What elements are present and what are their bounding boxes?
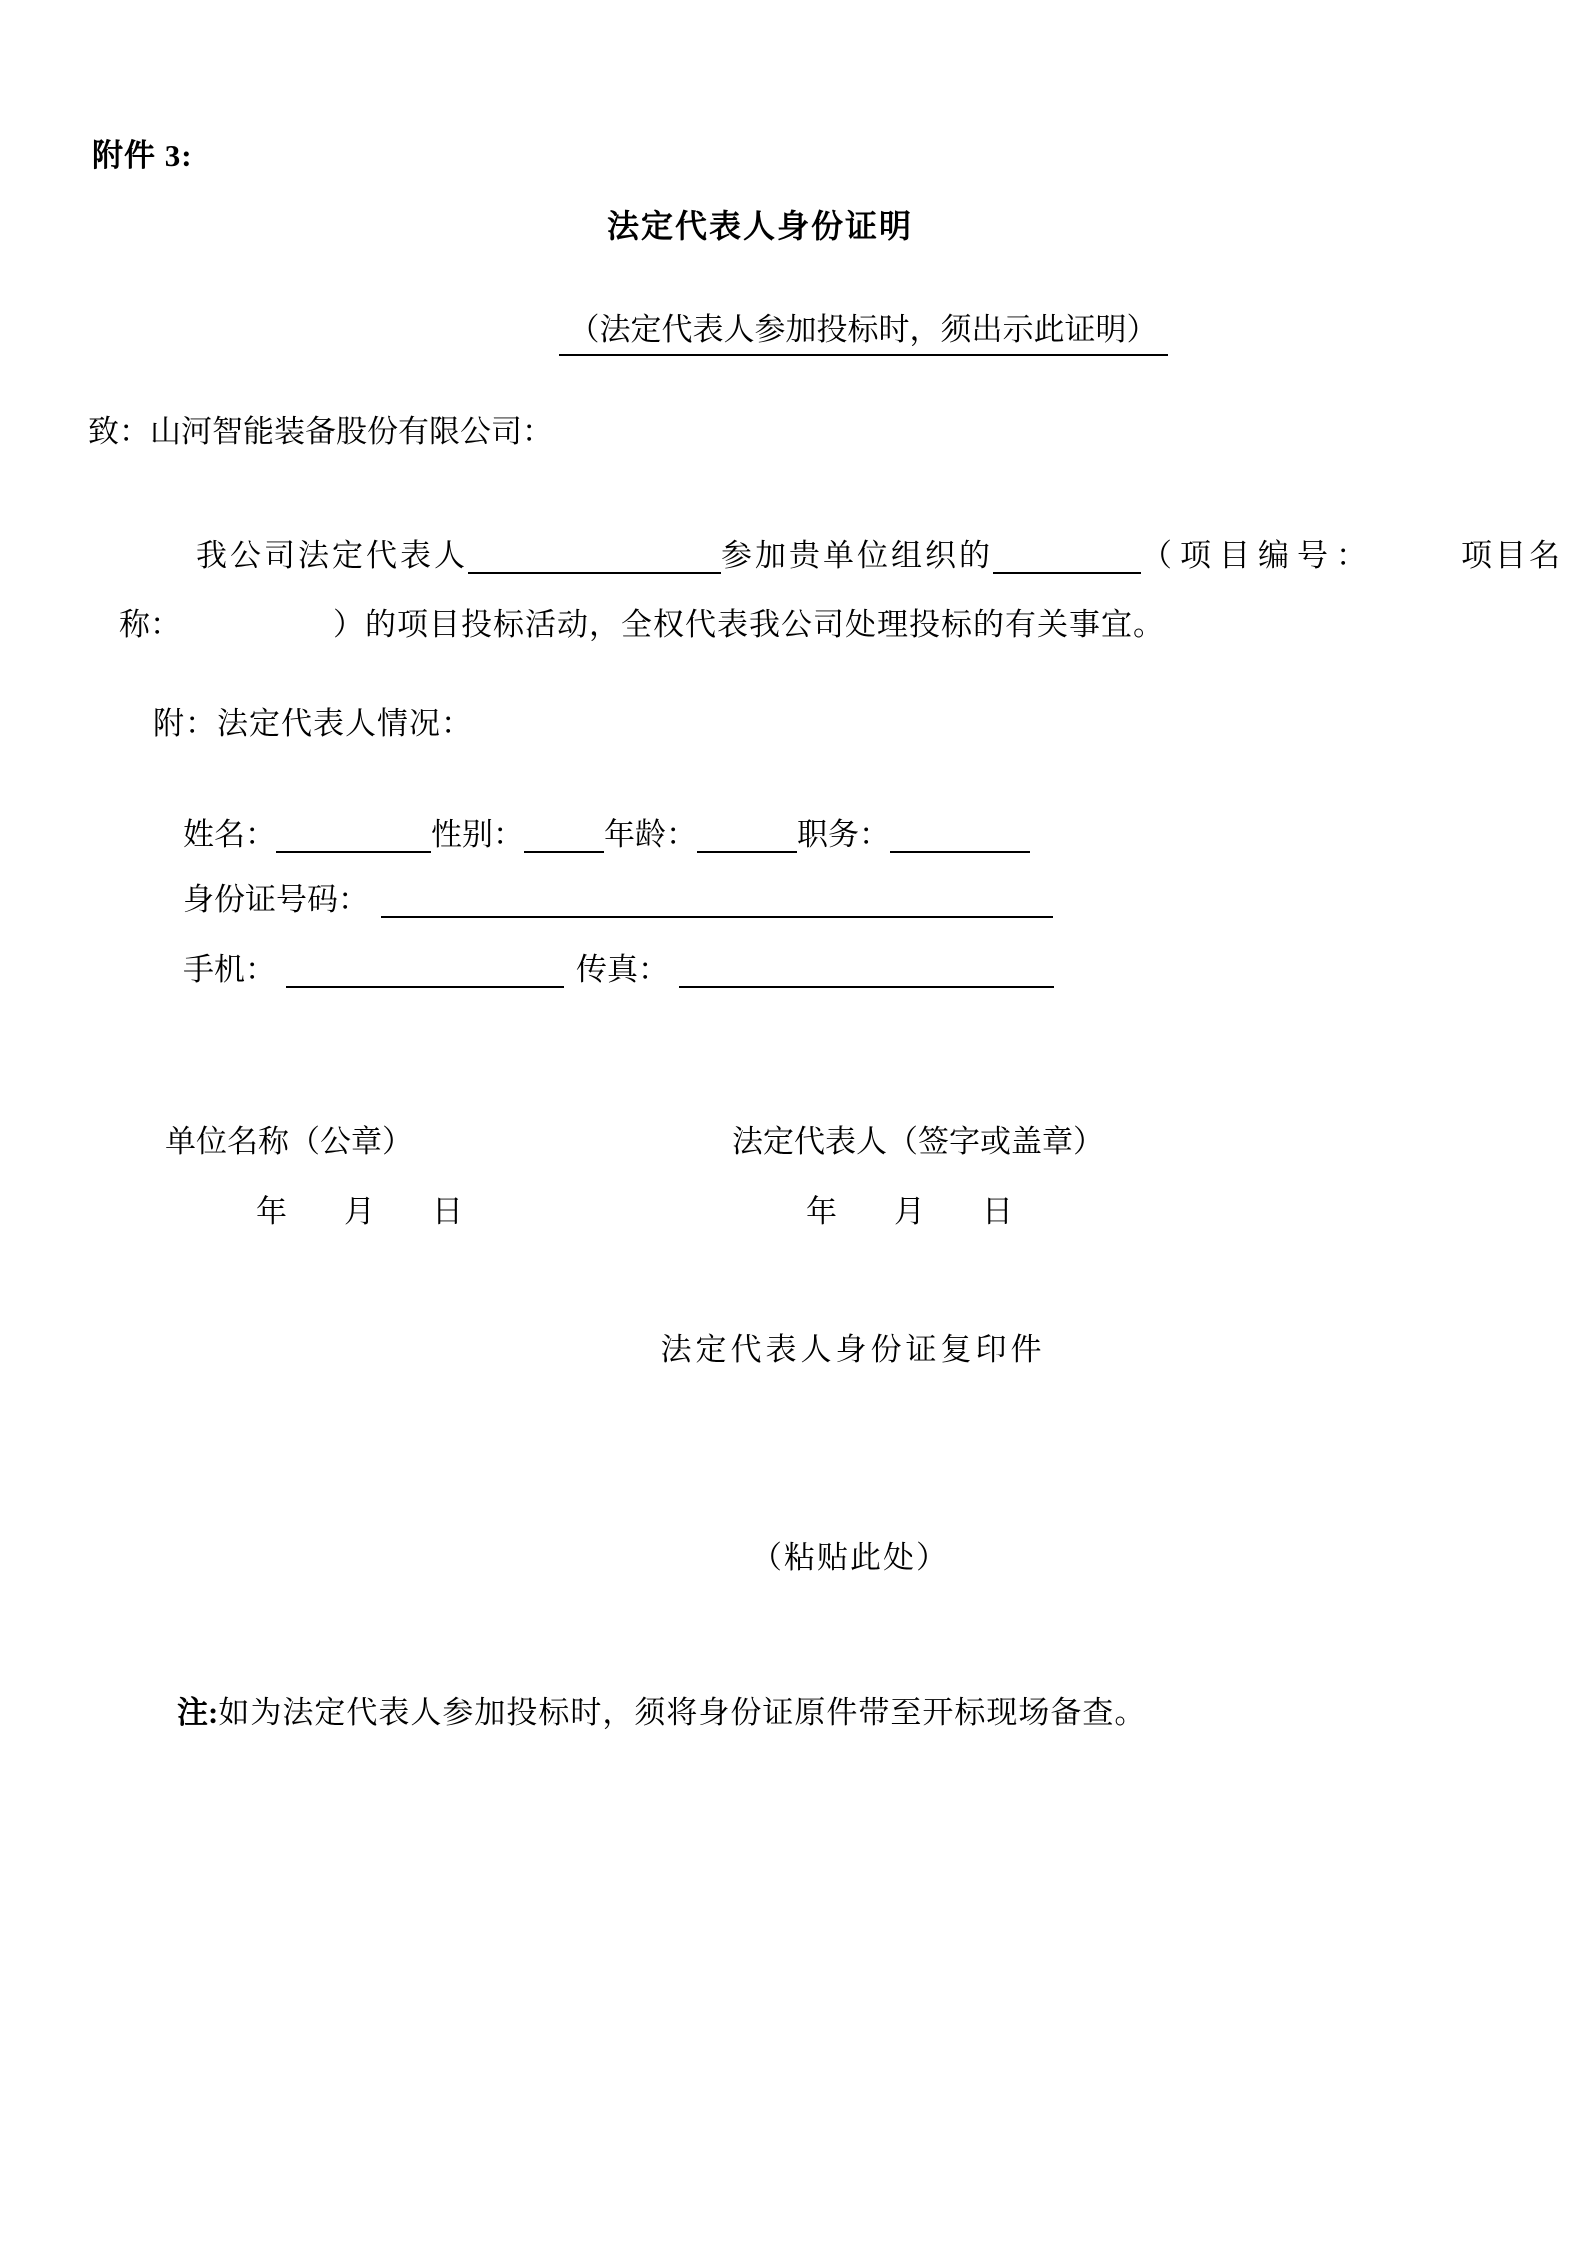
mobile-label: 手机：: [183, 951, 276, 987]
note-line: [146, 1659, 1146, 1766]
rep-sign-label: 法定代表人（签字或盖章）: [732, 1124, 1104, 1159]
para-tail: ）的项目投标活动，全权代表我公司处理投标的有关事宜。: [333, 606, 1165, 642]
salutation: 致：山河智能装备股份有限公司：: [88, 414, 553, 449]
date-right: 年 月 日: [806, 1194, 1026, 1229]
doc-title: 法定代表人身份证明: [606, 208, 913, 244]
name-label: 姓名：: [183, 816, 276, 852]
attachment-label: 附件 3:: [92, 138, 193, 173]
copy-title: 法定代表人身份证复印件: [660, 1332, 1046, 1367]
doc-subtitle-line: [0, 276, 1587, 392]
fax-blank: [679, 986, 1054, 988]
company-seal-label: 单位名称（公章）: [165, 1124, 413, 1159]
paste-hint: （粘贴此处）: [751, 1540, 949, 1575]
gender-label: 性别：: [431, 816, 524, 852]
date-left: 年 月 日: [256, 1194, 476, 1229]
phone-row: [152, 916, 1054, 1023]
note-label: 注:: [177, 1694, 219, 1730]
para-rep-intro: 我公司法定代表人: [196, 537, 468, 573]
paragraph-line-2: [88, 571, 1165, 678]
mobile-blank: [286, 986, 564, 988]
id-label: 身份证号码：: [183, 881, 369, 917]
project-name-part1: 项目名: [1461, 537, 1563, 573]
rep-info-header: 附：法定代表人情况：: [153, 706, 473, 741]
fax-label: 传真：: [576, 951, 669, 987]
note-text: 如为法定代表人参加投标时，须将身份证原件带至开标现场备查。: [218, 1694, 1147, 1730]
doc-subtitle: （法定代表人参加投标时，须出示此证明）: [559, 312, 1168, 357]
age-label: 年龄：: [604, 816, 697, 852]
project-no-label: （项目编号：: [1141, 537, 1375, 573]
para-join: 参加贵单位组织的: [721, 537, 993, 573]
position-label: 职务：: [797, 816, 890, 852]
project-name-part2: 称：: [119, 606, 181, 642]
